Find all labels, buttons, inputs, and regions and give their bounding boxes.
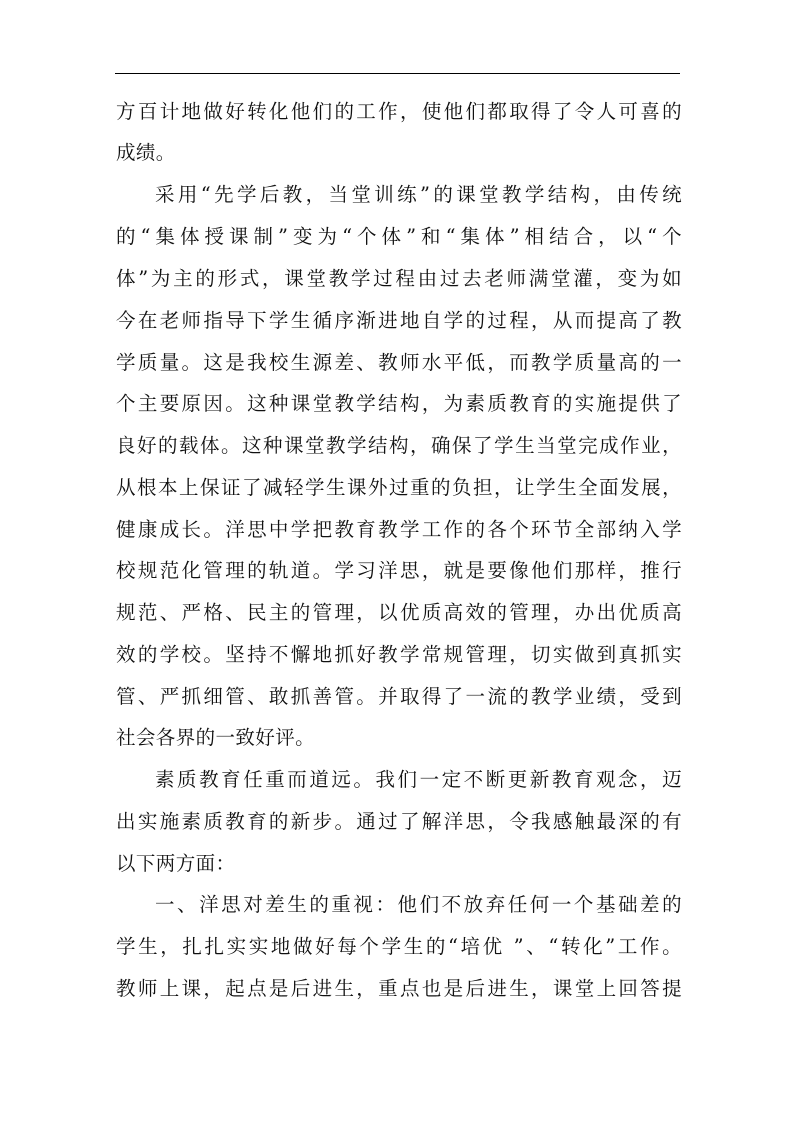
text-line-10: 从根本上保证了减轻学生课外过重的负担，让学生全面发展， <box>116 476 682 499</box>
text-line-4: 的“集体授课制”变为“个体”和“集体”相结合，以“个 <box>116 225 682 248</box>
text-line-1: 方百计地做好转化他们的工作，使他们都取得了令人可喜的 <box>116 100 682 123</box>
text-line-18: 出实施素质教育的新步。通过了解洋思，令我感触最深的有 <box>116 810 682 833</box>
text-line-20: 一、洋思对差生的重视：他们不放弃任何一个基础差的 <box>155 893 682 916</box>
header-rule <box>115 73 680 74</box>
text-line-9: 良好的载体。这种课堂教学结构，确保了学生当堂完成作业， <box>116 434 682 457</box>
text-line-16: 社会各界的一致好评。 <box>116 726 316 749</box>
text-line-22: 教师上课，起点是后进生，重点也是后进生，课堂上回答提 <box>116 977 682 1000</box>
text-line-3: 采用“先学后教，当堂训练”的课堂教学结构，由传统 <box>155 183 682 206</box>
text-line-7: 学质量。这是我校生源差、教师水平低，而教学质量高的一 <box>116 351 682 374</box>
text-line-13: 规范、严格、民主的管理，以优质高效的管理，办出优质高 <box>116 601 682 624</box>
text-line-19: 以下两方面： <box>116 852 236 875</box>
text-line-15: 管、严抓细管、敢抓善管。并取得了一流的教学业绩，受到 <box>116 685 682 708</box>
text-line-14: 效的学校。坚持不懈地抓好教学常规管理，切实做到真抓实 <box>116 643 682 666</box>
text-line-2: 成绩。 <box>116 141 176 164</box>
text-line-17: 素质教育任重而道远。我们一定不断更新教育观念，迈 <box>155 768 682 791</box>
text-line-8: 个主要原因。这种课堂教学结构，为素质教育的实施提供了 <box>116 392 682 415</box>
text-line-5: 体”为主的形式，课堂教学过程由过去老师满堂灌，变为如 <box>116 267 682 290</box>
text-line-6: 今在老师指导下学生循序渐进地自学的过程，从而提高了教 <box>116 309 682 332</box>
text-line-12: 校规范化管理的轨道。学习洋思，就是要像他们那样，推行 <box>116 559 682 582</box>
text-line-21: 学生，扎扎实实地做好每个学生的“培优 ”、“转化”工作。 <box>116 935 682 958</box>
text-line-11: 健康成长。洋思中学把教育教学工作的各个环节全部纳入学 <box>116 518 682 541</box>
